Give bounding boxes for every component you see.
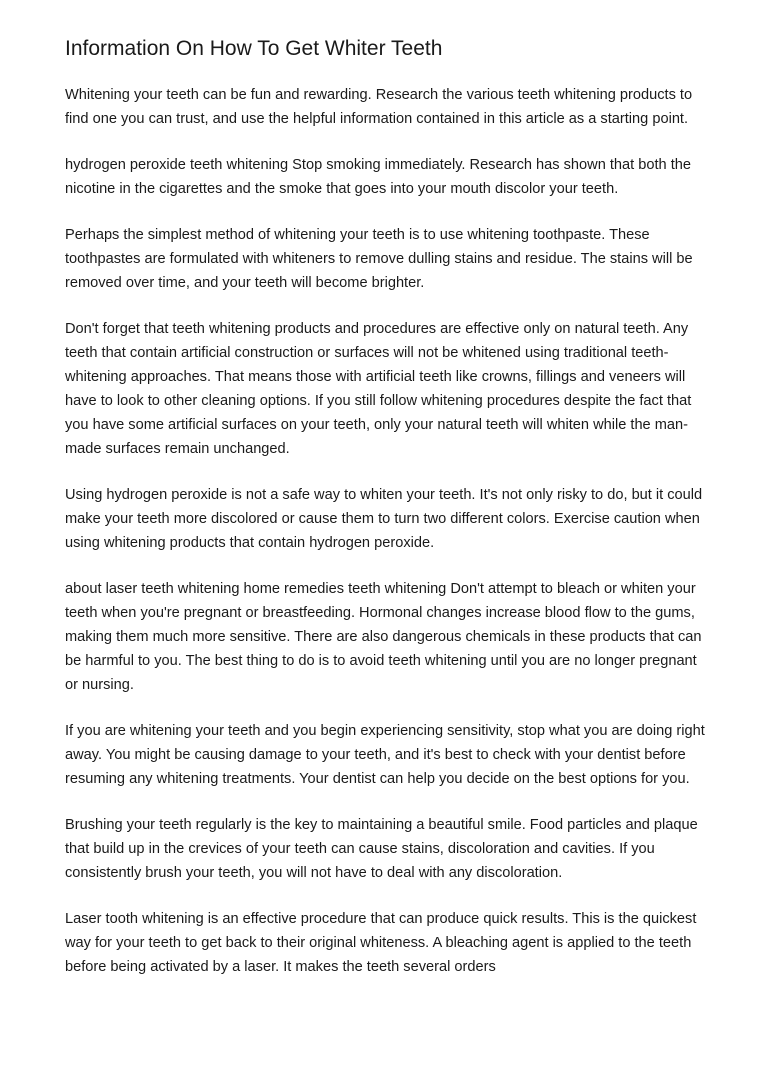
paragraph-laser: Laser tooth whitening is an effective procedure that can produce quick results. This is the quickest way for your teeth to get back to their original whiteness. A bleaching agent is applied to the teeth before being activated by a laser. It makes the teeth several orders xyxy=(65,911,697,975)
paragraph-pregnancy: about laser teeth whitening home remedies teeth whitening Don't attempt to bleach or whiten your teeth when you're pregnant or breastfeeding. Hormonal changes increase blood flow to the gums, making them much more sensitive. There are also dangerous chemicals in these products that can be harmful to you. The best thing to do is to avoid teeth whitening until you are no longer pregnant or nursing. xyxy=(65,581,702,693)
paragraph-intro: Whitening your teeth can be fun and rewarding. Research the various teeth whitening products to find one you can trust, and use the helpful information contained in this article as a starting point. xyxy=(65,87,693,127)
paragraph-toothpaste: Perhaps the simplest method of whitening your teeth is to use whitening toothpaste. These toothpastes are formulated with whiteners to remove dulling stains and residue. The stains will be removed over time, and your teeth will become brighter. xyxy=(65,227,693,291)
paragraph-hydrogen-peroxide: Using hydrogen peroxide is not a safe way to whiten your teeth. It's not only risky to do, but it could make your teeth more discolored or cause them to turn two different colors. Exercise caution when using whitening products that contain hydrogen peroxide. xyxy=(65,487,703,551)
paragraph-smoking: hydrogen peroxide teeth whitening Stop smoking immediately. Research has shown that both the nicotine in the cigarettes and the smoke that goes into your mouth discolor your teeth. xyxy=(65,157,692,197)
document-title: Information On How To Get Whiter Teeth xyxy=(65,37,443,60)
paragraph-sensitivity: If you are whitening your teeth and you begin experiencing sensitivity, stop what you are doing right away. You might be causing damage to your teeth, and it's best to check with your dentist before resuming any whitening treatments. Your dentist can help you decide on the best options for you. xyxy=(65,723,705,787)
paragraph-brushing: Brushing your teeth regularly is the key to maintaining a beautiful smile. Food particles and plaque that build up in the crevices of your teeth can cause stains, discoloration and cavities. If you consistently brush your teeth, you will not have to deal with any discoloration. xyxy=(65,817,698,881)
paragraph-natural-teeth: Don't forget that teeth whitening products and procedures are effective only on natural teeth. Any teeth that contain artificial construction or surfaces will not be whitened using traditional teeth-whitening approaches. That means those with artificial teeth like crowns, fillings and veneers will have to look to other cleaning options. If you still follow whitening procedures despite the fact that you have some artificial surfaces on your teeth, only your natural teeth will whiten while the man-made surfaces remain unchanged. xyxy=(65,321,692,457)
